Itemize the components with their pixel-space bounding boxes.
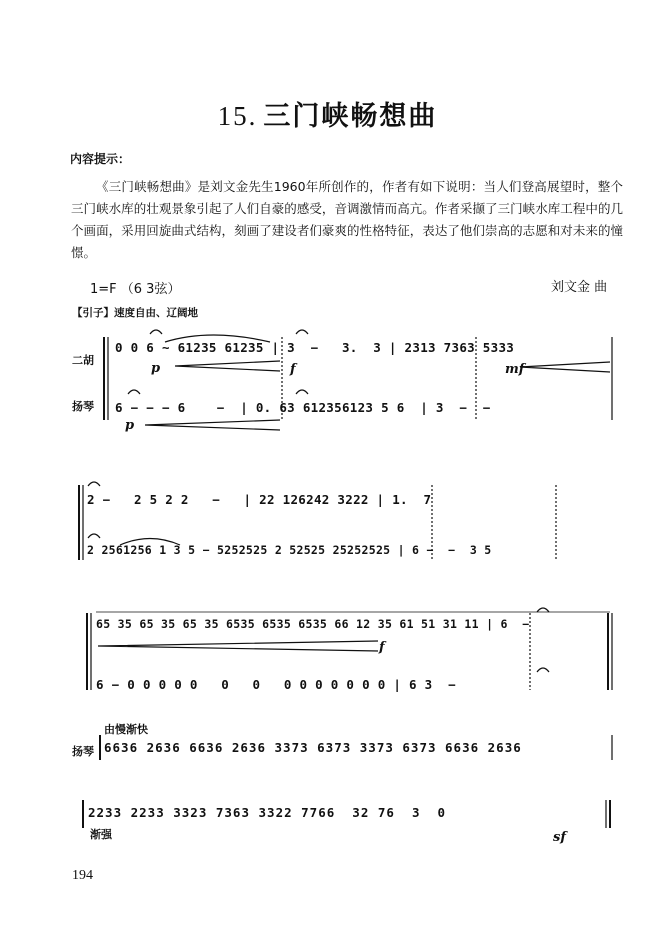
intro-paragraph: 《三门峡畅想曲》是刘文金先生1960年所创作的，作者有如下说明：当人们登高展望时，整个三门峡水库的壮观景象引起了人们自豪的感受，音调激情而高亢。作者采撷了三门峡水库工程中的几个画面，采用回旋曲式结构，刻画了建设者们豪爽的性格特征，表达了他们崇高的志愿和对未来的憧憬。 [71,179,623,260]
system3-erhu-notes: 65 35 65 35 65 35 6535 6535 6535 66 12 35 61 51 31 11 | 6 − [96,617,530,631]
instrument-label-yangqin-2: 扬琴 [72,745,94,758]
instrument-label-yangqin: 扬琴 [72,400,94,413]
instrument-label-erhu: 二胡 [72,354,94,367]
page-number: 194 [72,868,93,883]
key-signature: 1=F （6 3弦） [90,282,181,297]
system1-erhu-notes: 0 0 6 ~ 61235 61235 | 3 − 3. 3 | 2313 7363 5333 [115,340,515,355]
system2-erhu-notes: 2 − 2 5 2 2 − | 22 126242 3222 | 1. 7 [87,492,432,507]
system2-yangqin-notes: 2 2561256 1 3 5 − 5252525 2 52525 25252525 | 6 − − 3 5 [87,543,492,557]
system1-yangqin-notes: 6 − − − 6 − | 0. 63 612356123 5 6 | 3 − − [115,400,491,415]
system5-yangqin-notes: 2233 2233 3323 7363 3322 7766 32 76 3 0 [88,805,447,820]
dynamic-f-system3: f [379,640,385,655]
piece-number: 15. [217,101,258,131]
dynamic-sf: sf [553,830,566,845]
dynamic-mf-erhu: mf [505,362,525,377]
content-hint-label: 内容提示： [70,152,131,166]
system4-yangqin-notes: 6636 2636 6636 2636 3373 6373 3373 6373 6636 2636 [104,740,522,755]
tempo-marking-intro: 【引子】速度自由、辽阔地 [72,307,198,319]
composer-credit: 刘文金 曲 [551,280,608,295]
dynamic-f-erhu: f [290,362,296,377]
dynamic-p-yangqin: p [125,418,135,433]
tempo-marking-accel: 由慢渐快 [104,723,148,736]
system3-yangqin-notes: 6 − 0 0 0 0 0 0 0 0 0 0 0 0 0 0 | 6 3 − [96,677,456,692]
dynamic-p-erhu: p [151,361,161,376]
dynamic-crescendo-text: 渐强 [90,828,112,841]
piece-title-text: 三门峡畅想曲 [263,101,438,132]
